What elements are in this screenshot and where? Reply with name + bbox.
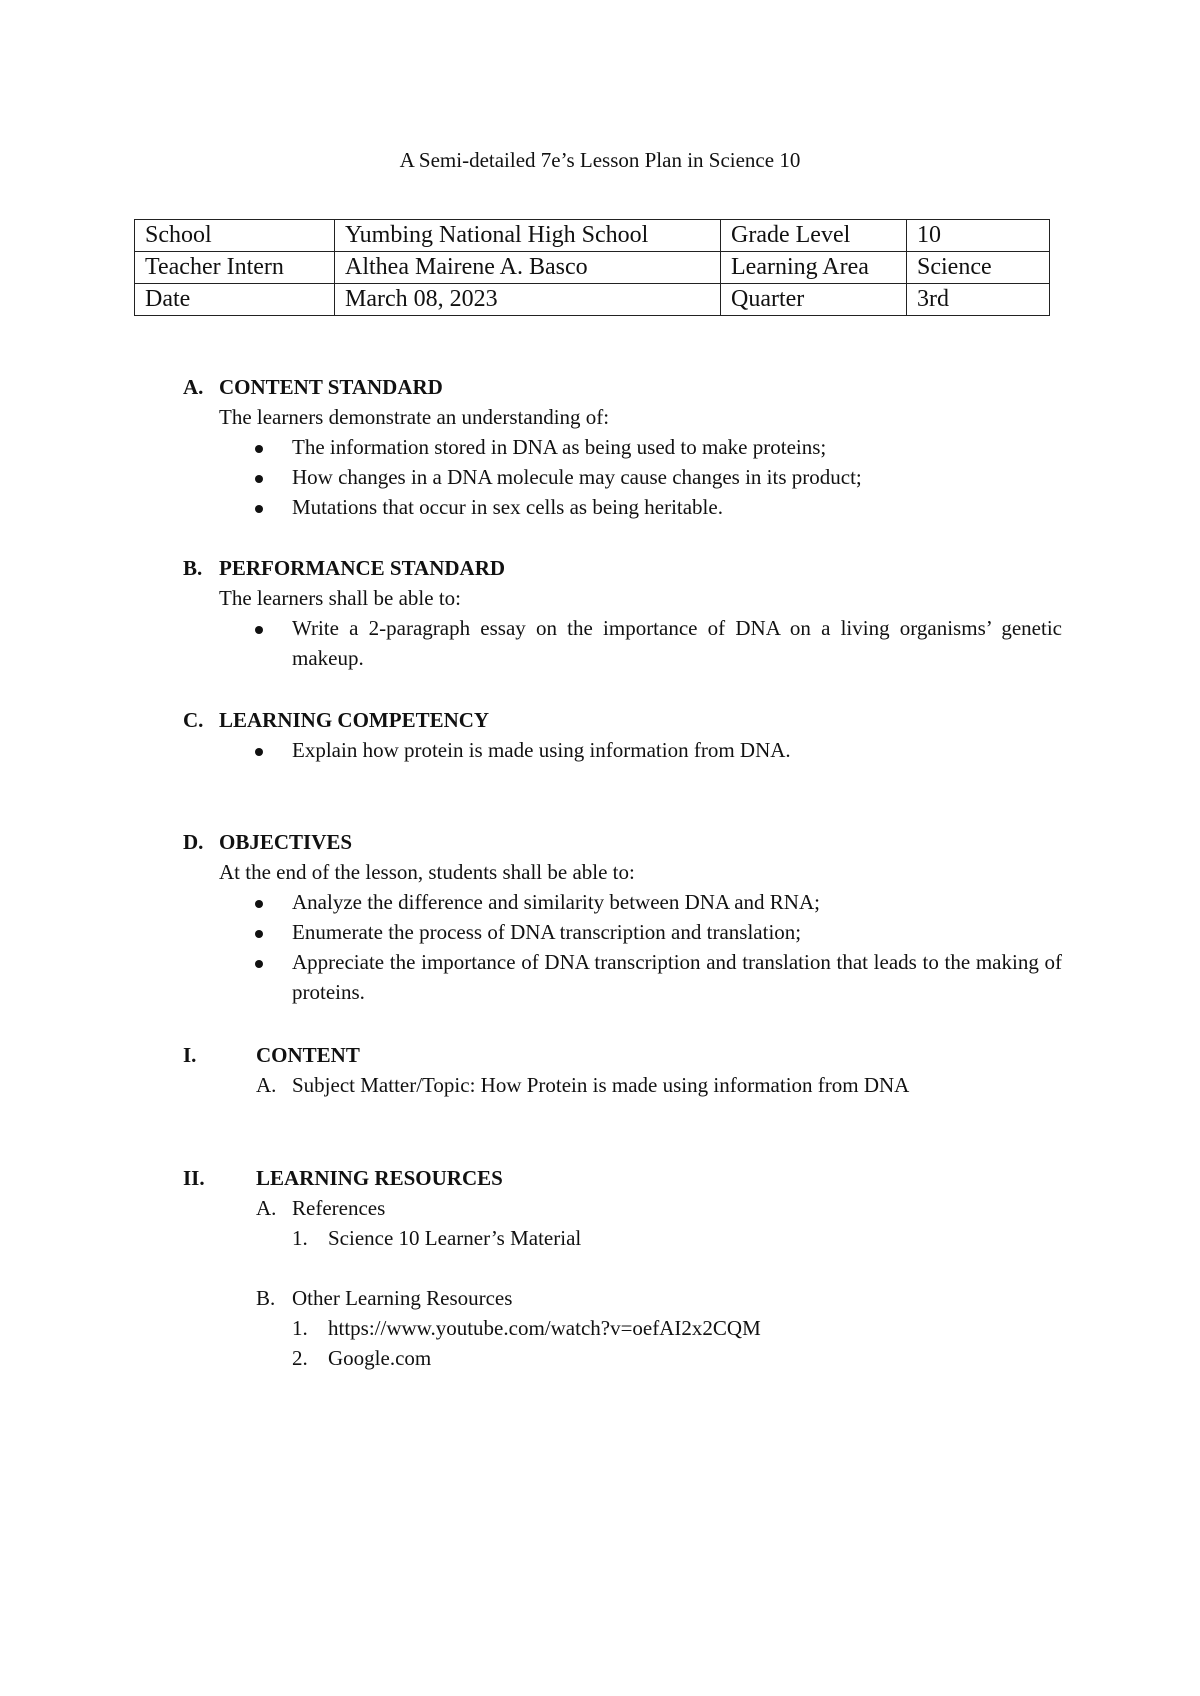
list-item: Mutations that occur in sex cells as being heritable.: [183, 492, 1062, 522]
resource-link[interactable]: Google.com: [328, 1346, 432, 1370]
bullet-list: [183, 613, 1062, 673]
learning-competency-section: [183, 705, 1062, 765]
section-title: LEARNING COMPETENCY: [219, 708, 490, 732]
table-cell: Date: [135, 284, 335, 316]
table-cell: Teacher Intern: [135, 252, 335, 284]
table-cell: Learning Area: [721, 252, 907, 284]
objectives-section: [183, 827, 1062, 1007]
list-item: How changes in a DNA molecule may cause changes in its product;: [183, 462, 1062, 492]
section-heading: [183, 372, 1062, 402]
item-number: 1.: [292, 1316, 308, 1340]
page-title: A Semi-detailed 7e’s Lesson Plan in Science 10: [399, 148, 801, 172]
section-letter: D.: [183, 830, 204, 854]
bullet-list: [183, 887, 1062, 1007]
references-subheading: [183, 1193, 761, 1223]
item-letter: A.: [256, 1196, 277, 1220]
item-number: 2.: [292, 1346, 308, 1370]
section-intro: The learners demonstrate an understanding of:: [219, 405, 610, 429]
table-row: [135, 252, 1050, 284]
section-letter: B.: [183, 556, 203, 580]
table-cell: Grade Level: [721, 220, 907, 252]
section-heading: [183, 553, 1062, 583]
performance-standard-section: [183, 553, 1062, 673]
item-text: Science 10 Learner’s Material: [328, 1226, 582, 1250]
table-row: [135, 220, 1050, 252]
bullet-icon: [255, 930, 263, 938]
table-cell: Althea Mairene A. Basco: [335, 252, 721, 284]
table-cell: Yumbing National High School: [335, 220, 721, 252]
list-item: The information stored in DNA as being used to make proteins;: [183, 432, 1062, 462]
bullet-list: [183, 432, 1062, 522]
bullet-icon: [255, 900, 263, 908]
table-cell: Quarter: [721, 284, 907, 316]
bullet-icon: [255, 475, 263, 483]
bullet-icon: [255, 505, 263, 513]
table-cell: School: [135, 220, 335, 252]
content-standard-section: [183, 372, 1062, 522]
table-cell: March 08, 2023: [335, 284, 721, 316]
section-heading: [183, 705, 1062, 735]
resource-link[interactable]: https://www.youtube.com/watch?v=oefAI2x2CQM: [328, 1316, 761, 1340]
content-section: [183, 1040, 909, 1100]
section-intro: The learners shall be able to:: [219, 586, 461, 610]
table-cell: 10: [907, 220, 1050, 252]
bullet-icon: [255, 445, 263, 453]
section-numeral: I.: [183, 1043, 197, 1067]
list-item: [183, 1313, 761, 1343]
list-item: Appreciate the importance of DNA transcription and translation that leads to the making of proteins.: [183, 947, 1062, 1007]
list-item: Enumerate the process of DNA transcription and translation;: [183, 917, 1062, 947]
item-text: References: [292, 1196, 386, 1220]
table-cell: Science: [907, 252, 1050, 284]
bullet-list: [183, 735, 1062, 765]
list-item: [183, 1223, 761, 1253]
section-title: LEARNING RESOURCES: [256, 1166, 503, 1190]
section-intro: At the end of the lesson, students shall be able to:: [219, 860, 635, 884]
other-resources-subheading: [183, 1283, 761, 1313]
section-title: CONTENT: [256, 1043, 360, 1067]
table-row: [135, 284, 1050, 316]
section-title: CONTENT STANDARD: [219, 375, 443, 399]
item-text: Other Learning Resources: [292, 1286, 513, 1310]
bullet-icon: [255, 748, 263, 756]
bullet-icon: [255, 960, 263, 968]
list-item: [183, 1343, 761, 1373]
section-numeral: II.: [183, 1166, 205, 1190]
item-text: Subject Matter/Topic: How Protein is made using information from DNA: [292, 1073, 910, 1097]
section-title: OBJECTIVES: [219, 830, 353, 854]
list-item: Explain how protein is made using information from DNA.: [183, 735, 1062, 765]
item-letter: A.: [256, 1073, 277, 1097]
item-number: 1.: [292, 1226, 308, 1250]
bullet-icon: [255, 626, 263, 634]
list-item: [183, 1070, 909, 1100]
section-heading: [183, 1163, 761, 1193]
table-cell: 3rd: [907, 284, 1050, 316]
section-letter: A.: [183, 375, 204, 399]
section-heading: [183, 827, 1062, 857]
learning-resources-section: [183, 1163, 761, 1373]
list-item: Write a 2-paragraph essay on the importance of DNA on a living organisms’ genetic makeup.: [183, 613, 1062, 673]
section-heading: [183, 1040, 909, 1070]
list-item: Analyze the difference and similarity between DNA and RNA;: [183, 887, 1062, 917]
info-table: [134, 219, 1050, 316]
section-letter: C.: [183, 708, 204, 732]
section-title: PERFORMANCE STANDARD: [219, 556, 506, 580]
item-letter: B.: [256, 1286, 276, 1310]
